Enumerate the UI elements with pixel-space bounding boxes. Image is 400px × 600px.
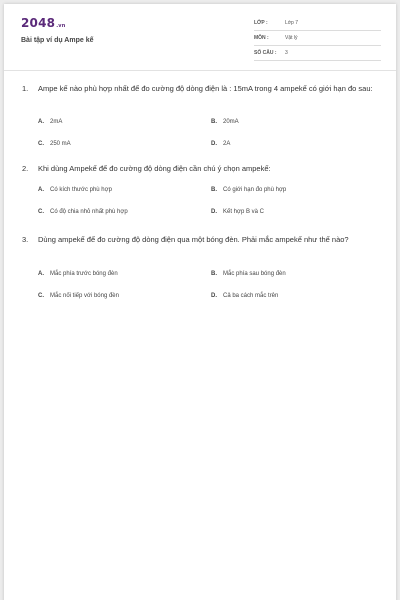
question-text: Dùng ampekế để đo cường độ dòng điện qua một bóng đèn. Phải mắc ampekế như thế nào? [38, 235, 349, 244]
question-1-option-b[interactable] [211, 119, 239, 125]
meta-value-subject: Vật lý [285, 35, 298, 41]
question-number: 1. [22, 84, 29, 93]
option-text: 2A [223, 141, 231, 147]
question-3-option-b[interactable] [211, 271, 286, 277]
option-text: Có độ chia nhỏ nhất phù hợp [50, 209, 128, 215]
meta-row-class [254, 17, 381, 31]
option-letter: A. [38, 119, 44, 125]
option-letter: A. [38, 271, 44, 277]
worksheet-title: Bài tập ví dụ Ampe kế [21, 37, 94, 44]
question-2-option-b[interactable] [211, 187, 286, 193]
option-text: Mắc phía sau bóng đèn [223, 271, 286, 277]
option-letter: C. [38, 141, 44, 147]
question-3-option-c[interactable] [38, 293, 119, 299]
option-letter: D. [211, 209, 217, 215]
meta-label-question-count: SỐ CÂU : [254, 50, 277, 56]
worksheet-page [4, 4, 396, 600]
question-text: Khi dùng Ampekế để đo cường độ dòng điện cần chú ý chọn ampekế: [38, 164, 271, 173]
worksheet-header [4, 4, 396, 66]
option-text: 250 mA [50, 141, 71, 147]
option-letter: D. [211, 141, 217, 147]
question-1-option-c[interactable] [38, 141, 71, 147]
option-letter: B. [211, 119, 217, 125]
question-number: 3. [22, 235, 29, 244]
question-1-option-d[interactable] [211, 141, 230, 147]
question-number: 2. [22, 164, 29, 173]
option-text: Mắc nối tiếp với bóng đèn [50, 293, 119, 299]
option-text: Kết hợp B và C [223, 209, 264, 215]
option-text: Có giới hạn đo phù hợp [223, 187, 287, 193]
question-1-option-a[interactable] [38, 119, 62, 125]
meta-label-subject: MÔN : [254, 35, 269, 41]
question-3-option-a[interactable] [38, 271, 118, 277]
question-2-option-a[interactable] [38, 187, 112, 193]
option-text: Cả ba cách mắc trên [223, 293, 279, 299]
question-text: Ampe kế nào phù hợp nhất để đo cường độ dòng điện là : 15mA trong 4 ampekế có giới hạn đo sau: [38, 84, 373, 93]
site-logo[interactable] [21, 16, 66, 30]
question-2-option-d[interactable] [211, 209, 264, 215]
meta-label-class: LỚP : [254, 20, 268, 26]
option-letter: B. [211, 271, 217, 277]
header-divider [4, 70, 396, 71]
meta-row-subject [254, 32, 381, 46]
question-2-option-c[interactable] [38, 209, 128, 215]
option-text: 20mA [223, 119, 239, 125]
meta-value-question-count: 3 [285, 50, 288, 56]
option-letter: A. [38, 187, 44, 193]
option-text: Có kích thước phù hợp [50, 187, 112, 193]
option-letter: B. [211, 187, 217, 193]
option-text: 2mA [50, 119, 63, 125]
option-letter: D. [211, 293, 217, 299]
meta-value-class: Lớp 7 [285, 20, 299, 26]
logo-suffix-text: .vn [56, 23, 66, 29]
option-letter: C. [38, 293, 44, 299]
meta-row-question-count [254, 47, 381, 61]
logo-main-text: 2048 [21, 16, 56, 30]
question-3-option-d[interactable] [211, 293, 278, 299]
option-letter: C. [38, 209, 44, 215]
option-text: Mắc phía trước bóng đèn [50, 271, 118, 277]
